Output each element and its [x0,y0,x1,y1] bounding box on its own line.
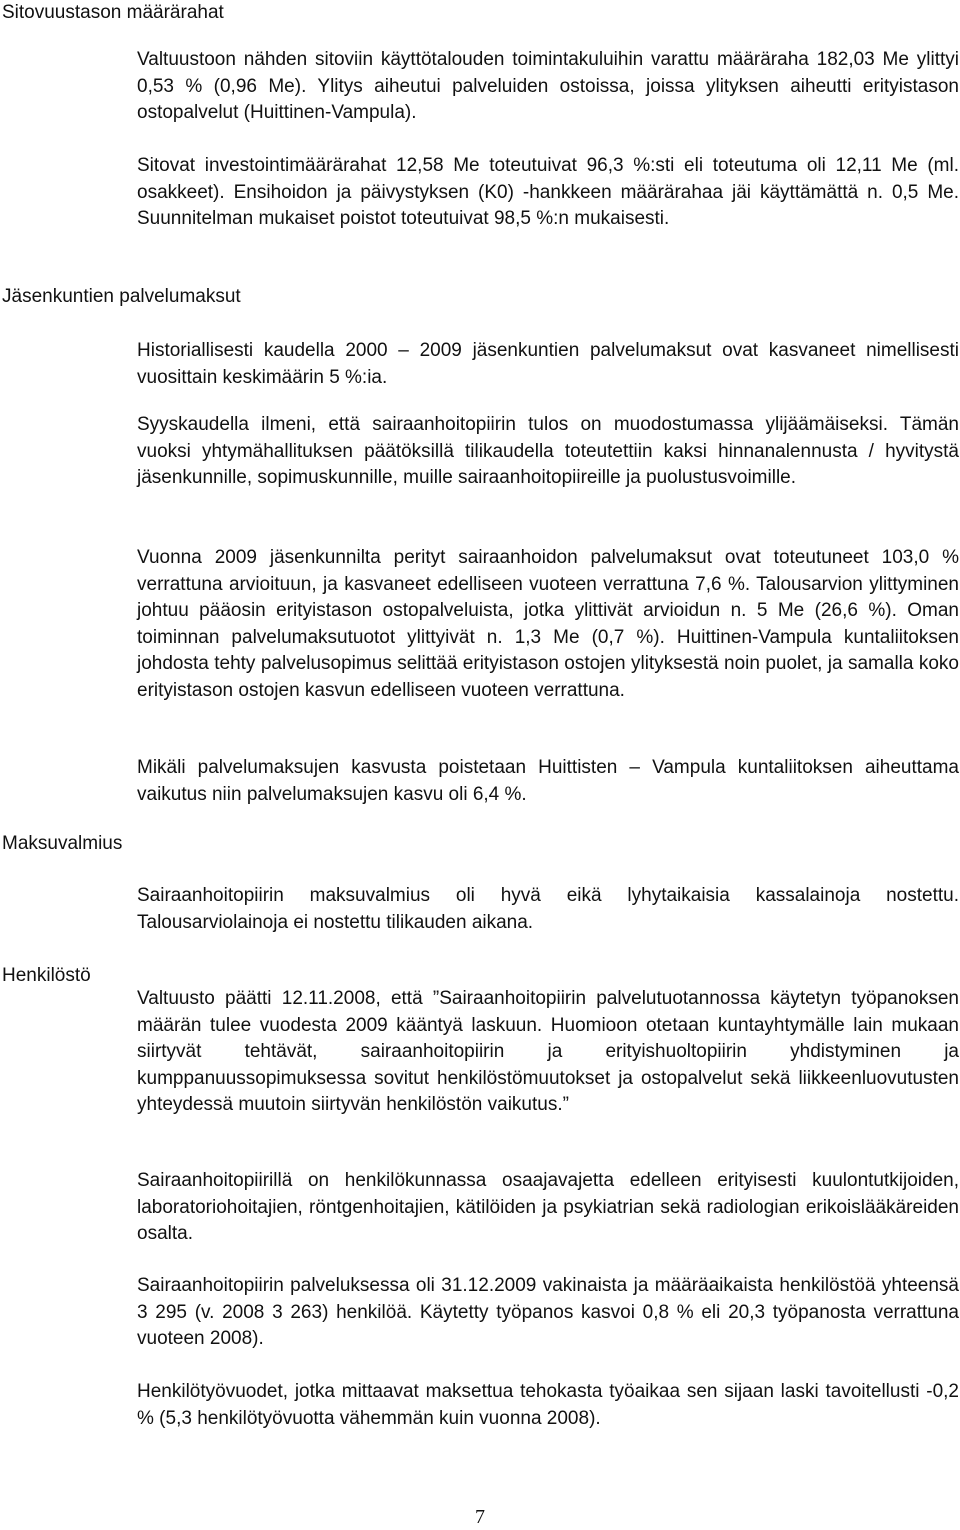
paragraph-maksuvalmius: Sairaanhoitopiirin maksuvalmius oli hyvä eikä lyhytaikaisia kassalainoja nostettu. Talousarviolainoja ei nostettu tilikauden aikana. [137,885,959,933]
heading-maksuvalmius: Maksuvalmius [2,833,123,854]
paragraph-historiallisesti: Historiallisesti kaudella 2000 – 2009 jäsenkuntien palvelumaksut ovat kasvaneet nimellisesti vuosittain keskimäärin 5 %:ia. [137,340,959,388]
page-number: 7 [475,1506,485,1528]
paragraph-henkilotyovuodet: Henkilötyövuodet, jotka mittaavat maksettua tehokasta työaikaa sen sijaan laski tavoitellusti -0,2 % (5,3 henkilötyövuotta vähemmän kuin vuonna 2008). [137,1381,959,1429]
paragraph-henkilostomaara: Sairaanhoitopiirin palveluksessa oli 31.12.2009 vakinaista ja määräaikaista henkilöstöä yhteensä 3 295 (v. 2008 3 263) henkilöä. Käytetty työpanos kasvoi 0,8 % eli 20,3 työpanosta verrattuna vuoteen 2008). [137,1275,959,1349]
paragraph-mikali: Mikäli palvelumaksujen kasvusta poistetaan Huittisten – Vampula kuntaliitoksen aiheuttama vaikutus niin palvelumaksujen kasvu oli 6,4 %. [137,757,959,805]
paragraph-toimintakulut: Valtuustoon nähden sitoviin käyttötalouden toimintakuluihin varattu määräraha 182,03 Me ylittyi 0,53 % (0,96 Me). Ylitys aiheutui palveluiden ostoissa, joissa ylityksen aiheutti erityistason ostopalvelut (Huittinen-Vampula). [137,49,959,123]
paragraph-vuonna-2009: Vuonna 2009 jäsenkunnilta perityt sairaanhoidon palvelumaksut ovat toteutuneet 103,0 % verrattuna arvioituun, ja kasvaneet edelliseen vuoteen verrattuna 7,6 %. Talousarvion ylittyminen johtuu pääosin erityistason ostopalveluista, jotka ylittivät arvioidun n. 5 Me (26,6 %). Oman toiminnan palvelumaksutuotot ylittyivät n. 1,3 Me (0,7 %). Huittinen-Vampula kuntaliitoksen johdosta tehty palvelusopimus selittää erityistason ostojen ylityksestä noin puolet, ja samalla koko erityistason ostojen kasvun edelliseen vuoteen verrattuna. [137,547,959,701]
heading-henkilosto: Henkilöstö [2,965,91,986]
paragraph-valtuusto-paatti: Valtuusto päätti 12.11.2008, että ”Sairaanhoitopiirin palvelutuotannossa käytetyn työpanoksen määrän tulee vuodesta 2009 kääntyä laskuun. Huomioon otetaan kuntayhtymälle lain mukaan siirtyvät tehtävät, sairaanhoitopiirin ja erityishuoltopiirin yhdistyminen ja kumppanuussopimuksessa sovitut henkilöstömuutokset ja ostopalvelut sekä liikkeenluovutusten yhteydessä muutoin siirtyvän henkilöstön vaikutus.” [137,988,959,1115]
heading-sitovuustason-maararahat: Sitovuustason määrärahat [2,2,224,23]
paragraph-investoinnit: Sitovat investointimäärärahat 12,58 Me toteutuivat 96,3 %:sti eli toteutuma oli 12,11 Me (ml. osakkeet). Ensihoidon ja päivystyksen (K0) -hankkeen määrärahaa jäi käyttämättä n. 0,5 Me. Suunnitelman mukaiset poistot toteutuivat 98,5 %:n mukaisesti. [137,155,959,229]
paragraph-syyskaudella: Syyskaudella ilmeni, että sairaanhoitopiirin tulos on muodostumassa ylijäämäiseksi. Tämän vuoksi yhtymähallituksen päätöksillä tilikaudella toteutettiin kaksi hinnanalennusta / hyvitystä jäsenkunnille, sopimuskunnille, muille sairaanhoitopiireille ja puolustusvoimille. [137,414,959,488]
heading-jasenkuntien-palvelumaksut: Jäsenkuntien palvelumaksut [2,286,241,307]
paragraph-osaajavaje: Sairaanhoitopiirillä on henkilökunnassa osaajavajetta edelleen erityisesti kuulontutkijoiden, laboratoriohoitajien, röntgenhoitajien, kätilöiden ja psykiatrian sekä radiologian erikoislääkäreiden osalta. [137,1170,959,1244]
